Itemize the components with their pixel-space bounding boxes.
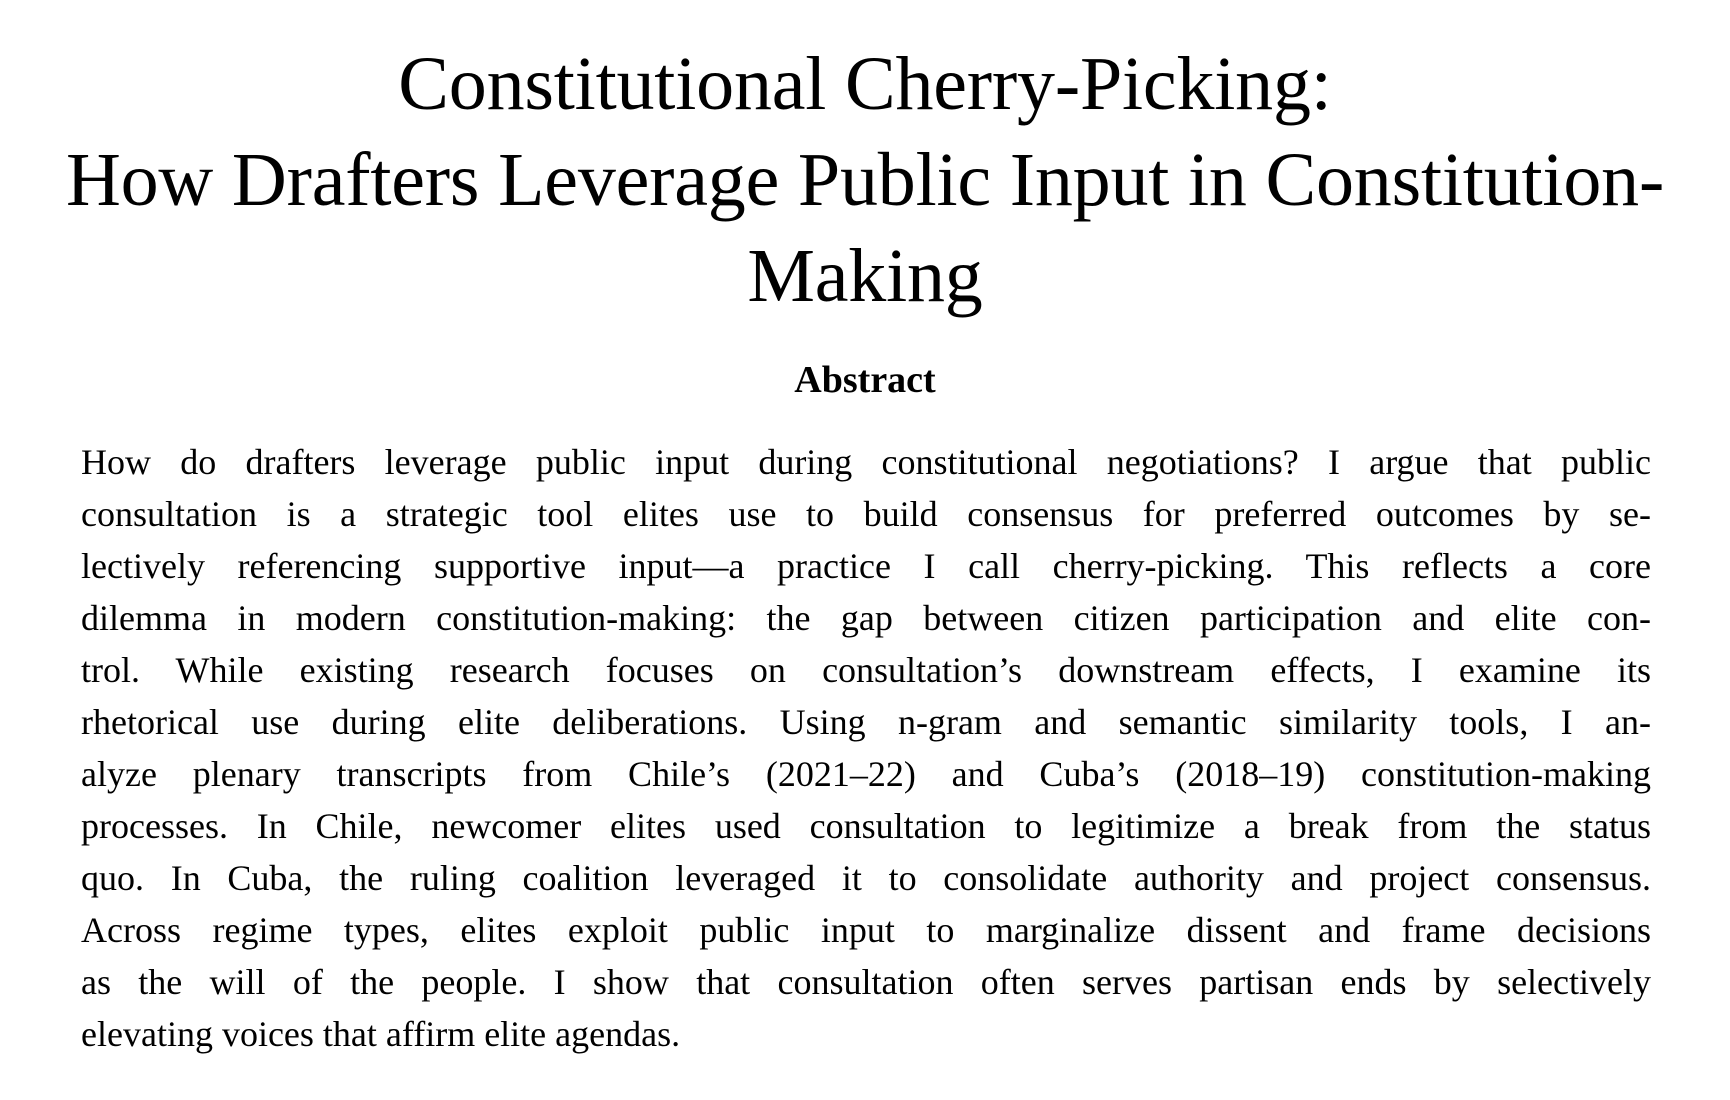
- abstract-body: [81, 436, 1651, 1060]
- abstract-line-8: processes. In Chile, newcomer elites used consultation to legitimize a break from the status: [81, 806, 1651, 846]
- abstract-line-2: consultation is a strategic tool elites use to build consensus for preferred outcomes by se-: [81, 494, 1651, 534]
- abstract-heading: Abstract: [794, 359, 936, 401]
- abstract-line-1: How do drafters leverage public input during constitutional negotiations? I argue that public: [81, 442, 1651, 482]
- abstract-line-10: Across regime types, elites exploit public input to marginalize dissent and frame decisions: [81, 910, 1651, 950]
- abstract-line-4: dilemma in modern constitution-making: the gap between citizen participation and elite con-: [81, 598, 1651, 638]
- abstract-line-9: quo. In Cuba, the ruling coalition leveraged it to consolidate authority and project consensus.: [81, 858, 1651, 898]
- title-line-3: Making: [747, 234, 983, 318]
- abstract-line-7: alyze plenary transcripts from Chile’s (2021–22) and Cuba’s (2018–19) constitution-making: [81, 754, 1651, 794]
- abstract-line-11: as the will of the people. I show that consultation often serves partisan ends by selectively: [81, 962, 1651, 1002]
- abstract-line-6: rhetorical use during elite deliberations. Using n-gram and semantic similarity tools, I an-: [81, 702, 1651, 742]
- abstract-line-5: trol. While existing research focuses on consultation’s downstream effects, I examine its: [81, 650, 1651, 690]
- title-line-1: Constitutional Cherry-Picking:: [398, 42, 1332, 126]
- abstract-line-3: lectively referencing supportive input—a practice I call cherry-picking. This reflects a core: [81, 546, 1651, 586]
- title-line-2: How Drafters Leverage Public Input in Constitution-: [65, 138, 1665, 222]
- abstract-line-12: elevating voices that affirm elite agendas.: [81, 1014, 681, 1054]
- paper-title: [20, 36, 1710, 324]
